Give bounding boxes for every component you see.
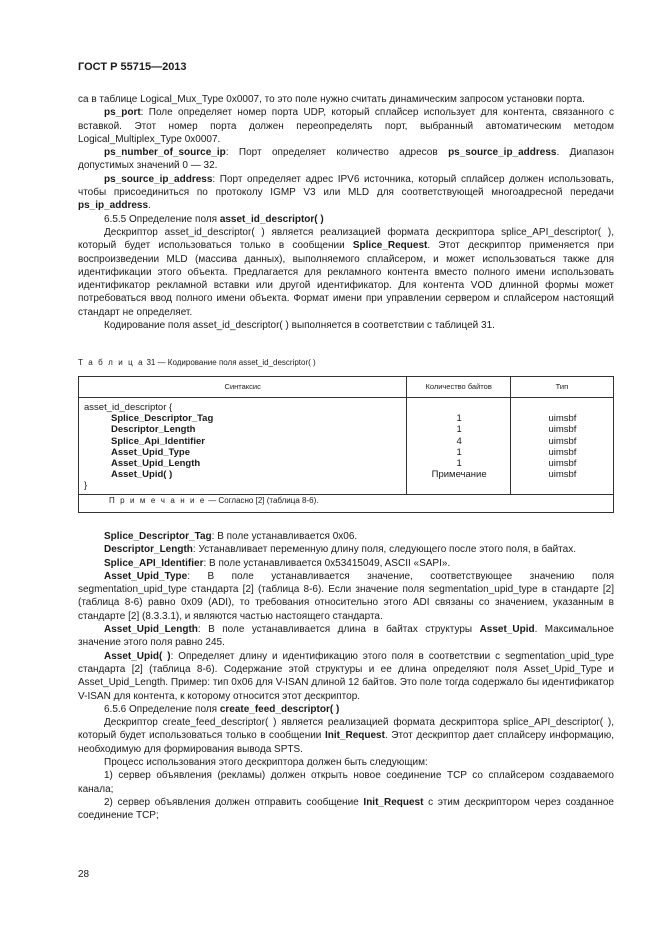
table-note: П р и м е ч а н и е — Согласно [2] (таблица 8-6). — [79, 494, 614, 512]
text-block-top — [78, 93, 614, 332]
paragraph-splice-api-identifier: Splice_API_Identifier: В поле устанавливается 0x53415049, ASCII «SAPI». — [104, 557, 451, 569]
type-value: uimsbf — [548, 457, 577, 469]
text-block-bottom — [78, 530, 614, 823]
paragraph-ps-source-ip-address: ps_source_ip_address: Порт определяет адрес IPV6 источника, который сплайсер должен использовать, чтобы присоединиться по протоколу IGMP V3 или MLD для соответствующей многоадресной передачи ps_ip_address. — [78, 173, 614, 212]
paragraph-asset-id-descriptor: Дескриптор asset_id_descriptor( ) является реализацией формата дескриптора splice_API_descriptor( ), который будет использоваться только в сообщении Splice_Request. Этот дескриптор применяется при воспроизведении MLD (массива данных), выполняемого сплайсером, и может использоваться также для идентификации этого объекта. Предлагается для рекламного контента вместо полного имени использовать идентификатор рекламной вставки или другой идентификатор. Для контента VOD длинной формы может потребоваться ввод полного имени объекта. Формат имени при управлении сервером и сплайсером настоящий стандарт не определяет. — [78, 226, 614, 318]
list-item-2: 2) сервер объявления должен отправить сообщение Init_Request с этим дескриптором через созданное соединение TCP; — [78, 796, 614, 822]
type-value: uimsbf — [548, 435, 577, 447]
list-item-1: 1) сервер объявления (рекламы) должен открыть новое соединение TCP со сплайсером создаваемого канала; — [78, 770, 614, 795]
table-header-row — [79, 377, 614, 398]
syntax-field: Splice_Descriptor_Tag — [111, 413, 214, 425]
bytes-value: 1 — [456, 457, 462, 469]
type-value: uimsbf — [548, 413, 577, 425]
paragraph-continuation: са в таблице Logical_Mux_Type 0x0007, то это поле нужно считать динамическим запросом установки порта. — [78, 94, 585, 105]
page-number: 28 — [78, 869, 90, 880]
column-header-type: Тип — [510, 377, 613, 398]
syntax-open: asset_id_descriptor { — [84, 402, 173, 413]
paragraph-create-feed-descriptor: Дескриптор create_feed_descriptor( ) является реализацией формата дескриптора splice_API_descriptor( ), который будет использоваться только в сообщении Init_Request. Этот дескриптор дает сплайсеру информацию, необходимую для формирования вывода SPTS. — [78, 717, 614, 755]
syntax-close: } — [84, 480, 88, 492]
syntax-field: Asset_Upid( ) — [111, 469, 173, 481]
bytes-cell — [407, 398, 510, 495]
syntax-cell — [79, 398, 407, 495]
table-note-row — [79, 494, 614, 512]
section-heading-6-5-6: 6.5.6 Определение поля create_feed_descriptor( ) — [104, 703, 340, 715]
section-heading-6-5-5: 6.5.5 Определение поля asset_id_descriptor( ) — [104, 213, 324, 225]
bytes-value: 1 — [456, 446, 462, 458]
table-body-row — [79, 398, 614, 495]
type-value: uimsbf — [548, 446, 577, 458]
paragraph-ps-number-of-source-ip: ps_number_of_source_ip: Порт определяет количество адресов ps_source_ip_address. Диапазон допустимых значений 0 — 32. — [78, 147, 614, 172]
paragraph-descriptor-length: Descriptor_Length: Устанавливает переменную длину поля, следующего после этого поля, в байтах. — [104, 544, 576, 556]
column-header-syntax: Синтаксис — [79, 377, 407, 398]
syntax-table — [78, 376, 614, 513]
syntax-field: Splice_Api_Identifier — [111, 435, 205, 447]
bytes-value: Примечание — [431, 469, 487, 481]
bytes-value: 4 — [456, 435, 462, 447]
bytes-value: 1 — [456, 413, 462, 425]
paragraph-splice-descriptor-tag: Splice_Descriptor_Tag: В поле устанавливается 0x06. — [104, 531, 358, 542]
type-cell — [510, 398, 613, 495]
paragraph-asset-upid-length: Asset_Upid_Length: В поле устанавливается длина в байтах структуры Asset_Upid. Максимальное значение этого поля равно 245. — [78, 624, 614, 649]
table-caption: Т а б л и ц а 31 — Кодирование поля asset_id_descriptor( ) — [78, 358, 316, 367]
syntax-field: Asset_Upid_Type — [111, 446, 191, 458]
document-header: ГОСТ Р 55715—2013 — [78, 61, 187, 73]
type-value: uimsbf — [548, 424, 577, 436]
bytes-value: 1 — [456, 424, 462, 436]
paragraph-table-reference: Кодирование поля asset_id_descriptor( ) выполняется в соответствии с таблицей 31. — [104, 320, 495, 332]
column-header-bytes: Количество байтов — [407, 377, 510, 398]
paragraph-asset-upid-type: Asset_Upid_Type: В поле устанавливается значение, соответствующее значению поля segmentation_upid_type стандарта [2] (таблица 8-6). Если значение поля segmentation_upid_type в стандарте [2] (таблица 8-6) равно 0x09 (ADI), то требования относительно этого ADI связаны со значением, указанным в стандарте [2] (8.3.3.1), и являются частью настоящего стандарта. — [78, 570, 614, 622]
paragraph-asset-upid: Asset_Upid( ): Определяет длину и идентификацию этого поля в соответствии с segmentation_upid_type стандарта [2] (таблица 8-6). Содержание этой структуры и ее длина определяют поля Asset_Upid_Type и Asset_Upid_Length. Пример: тип 0x06 для V-ISAN длиной 12 байтов. Это поле тогда содержало бы идентификатор V-ISAN для контента, к которому относится этот дескриптор. — [78, 650, 614, 702]
type-value: uimsbf — [548, 469, 577, 481]
paragraph-ps-port: ps_port: Поле определяет номер порта UDP, который сплайсер использует для контента, связанного с вставкой. Этот номер порта должен переопределять порт, выбранный автоматическим методом Logical_Multiplex_Type 0x0007. — [78, 107, 614, 145]
paragraph-process-intro: Процесс использования этого дескриптора должен быть следующим: — [104, 757, 428, 769]
syntax-field: Asset_Upid_Length — [111, 457, 201, 469]
syntax-field: Descriptor_Length — [111, 424, 196, 436]
